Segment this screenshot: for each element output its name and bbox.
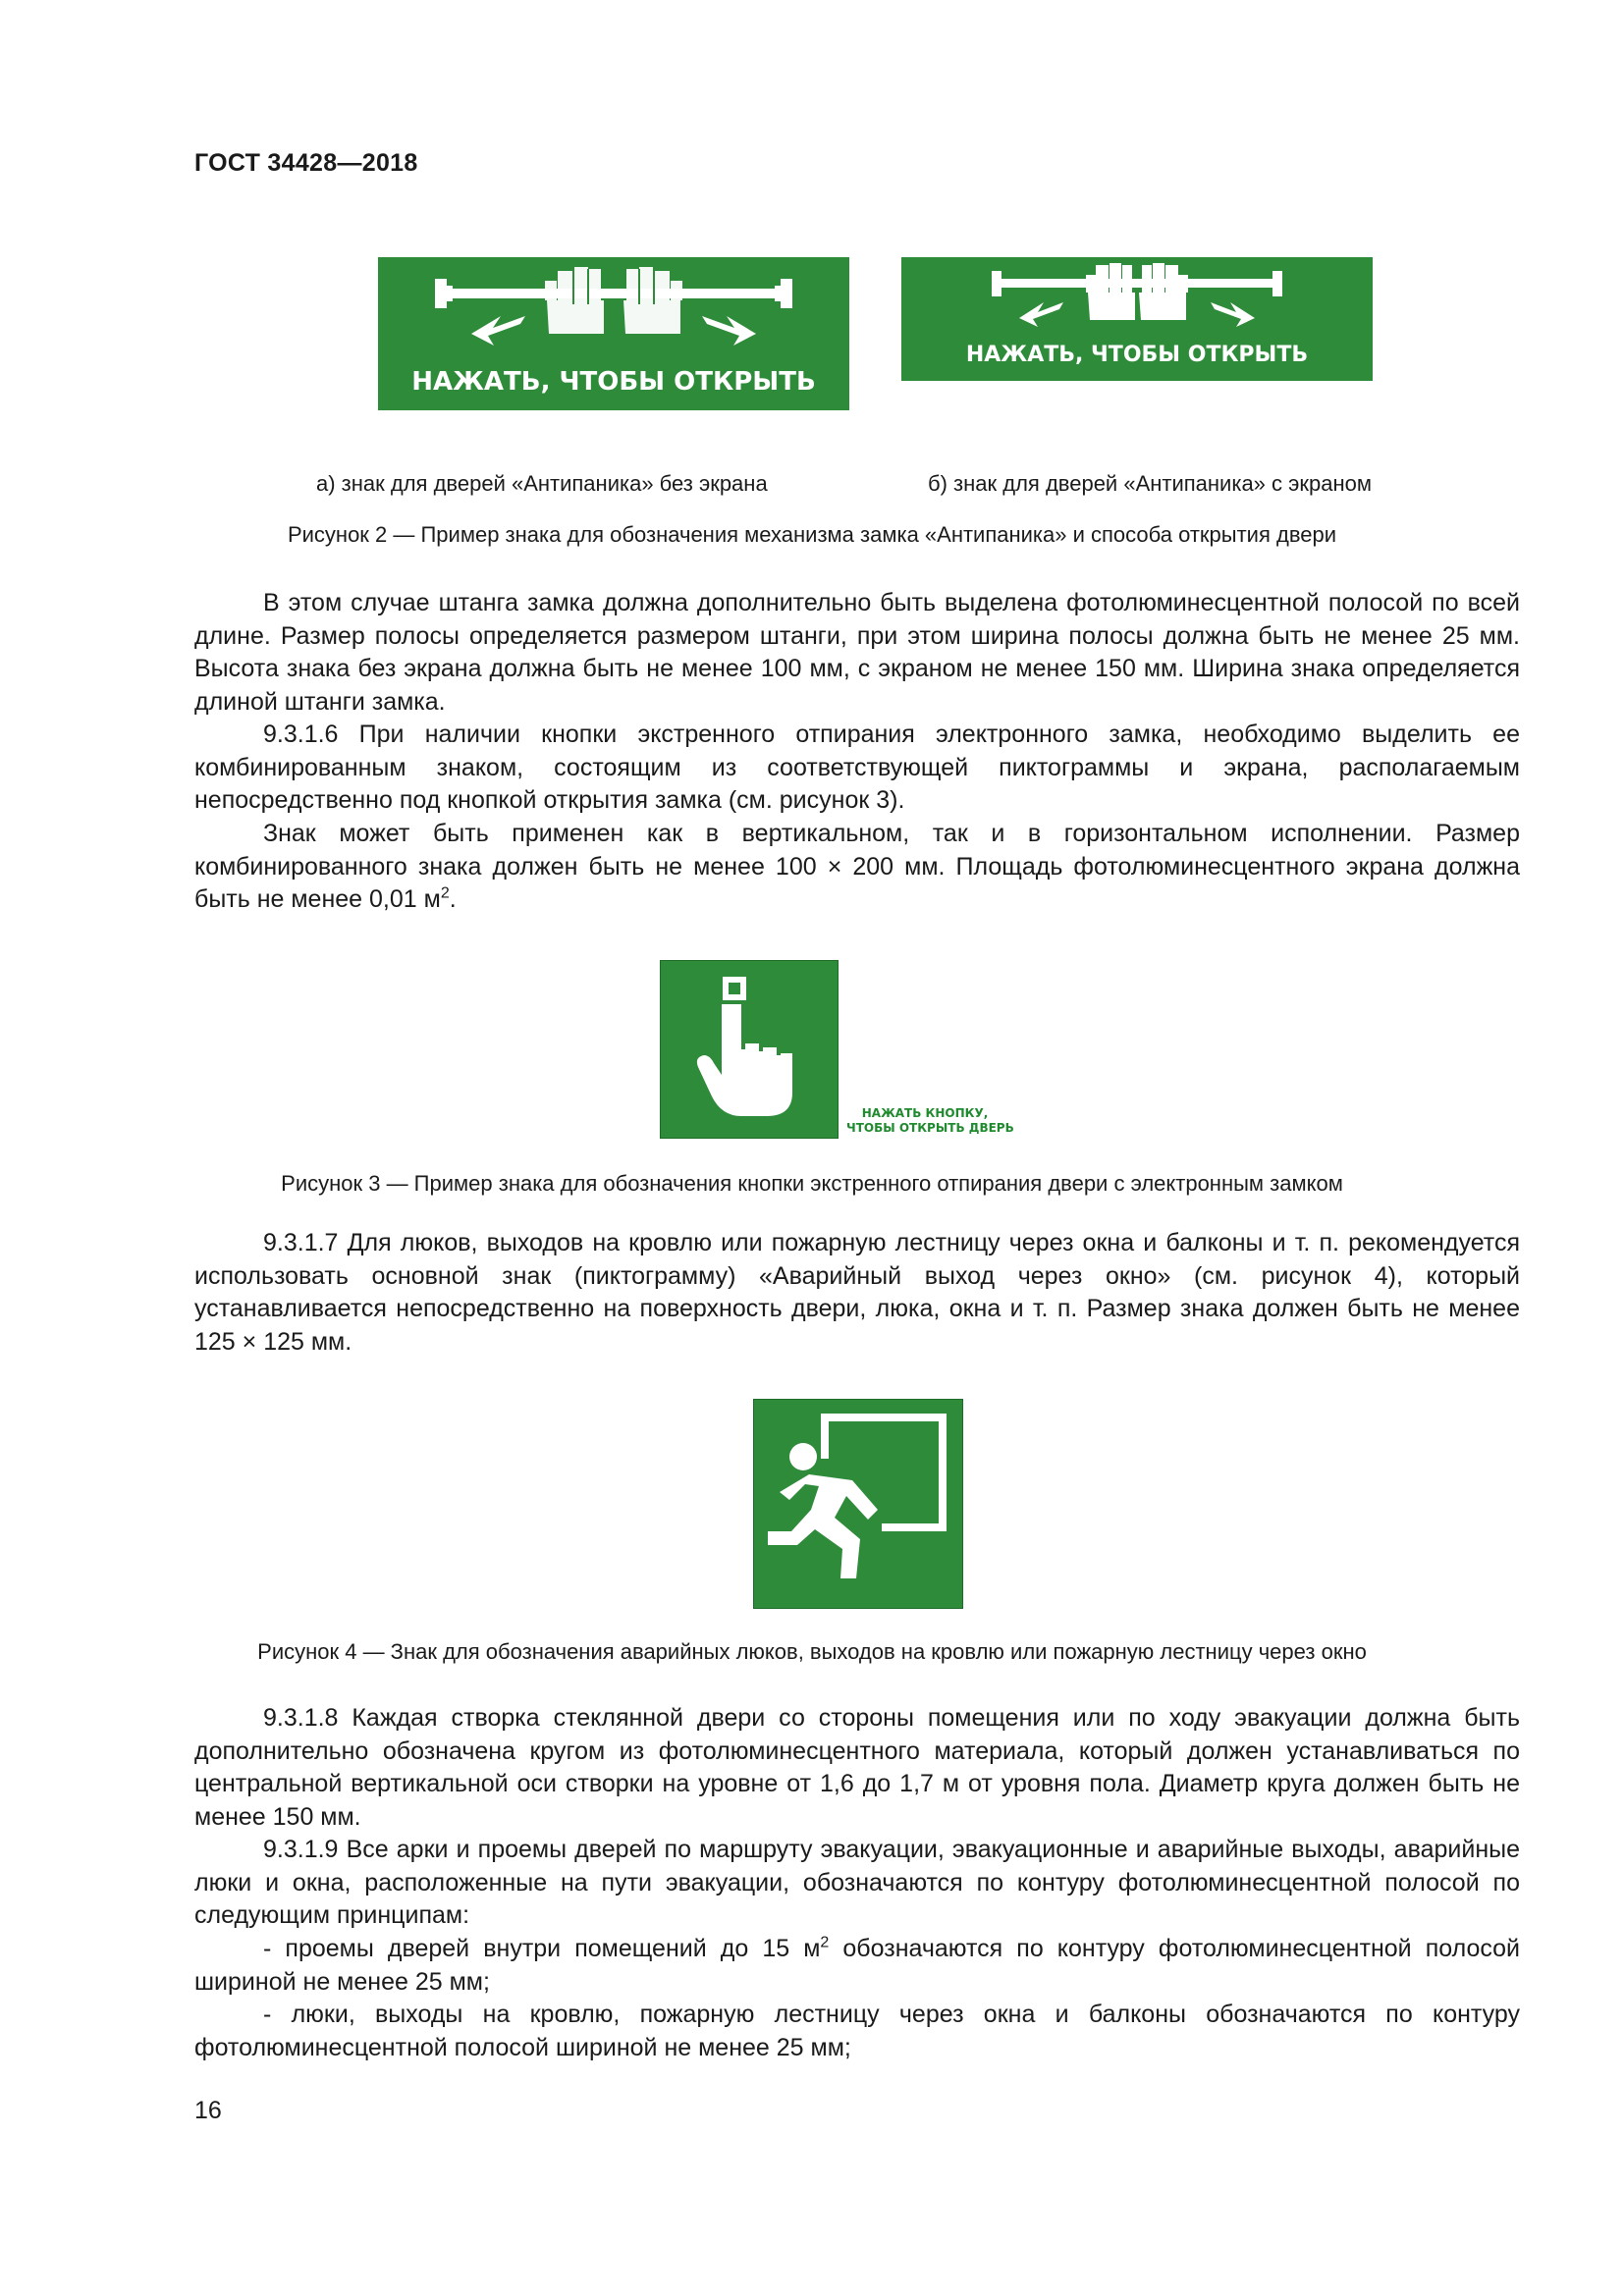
finger-press-button-icon xyxy=(661,961,838,1138)
antipanic-sign-with-screen xyxy=(901,257,1373,381)
running-man-window-icon xyxy=(754,1400,962,1608)
sign-caption-text: НАЖАТЬ, ЧТОБЫ ОТКРЫТЬ xyxy=(411,367,816,397)
antipanic-sign-without-screen xyxy=(378,257,849,410)
figure-4-caption: Рисунок 4 — Знак для обозначения аварийных люков, выходов на кровлю или пожарную лестницу через окно xyxy=(257,1639,1367,1664)
list-item-hatches: - люки, выходы на кровлю, пожарную лестницу через окна и балконы обозначаются по контуру фотолюминесцентной полосой шириной не менее 25 мм; xyxy=(194,2001,1520,2061)
paragraph-9-3-1-9: 9.3.1.9 Все арки и проемы дверей по маршруту эвакуации, эвакуационные и аварийные выходы, аварийные люки и окна, расположенные на пути эвакуации, обозначаются по контуру фотолюминесцентной полосой по следующим принципам: xyxy=(194,1836,1520,1929)
sign-caption-text: НАЖАТЬ, ЧТОБЫ ОТКРЫТЬ xyxy=(965,343,1309,367)
paragraph-9-3-1-6: 9.3.1.6 При наличии кнопки экстренного отпирания электронного замка, необходимо выделить ее комбинированным знаком, состоящим из соответствующей пиктограммы и экрана, располагаемым непосредственно под кнопкой открытия замка (см. рисунок 3). xyxy=(194,721,1520,814)
document-header: ГОСТ 34428—2018 xyxy=(194,149,418,177)
paragraph-sign-orientation: Знак может быть применен как в вертикальном, так и в горизонтальном исполнении. Размер комбинированного знака должен быть не менее 100 × 200 мм. Площадь фотолюминесцентного экрана должна быть не менее 0,01 $м^2$. xyxy=(194,820,1520,913)
emergency-window-exit-sign xyxy=(753,1399,963,1609)
screen-text-line-2: ЧТОБЫ ОТКРЫТЬ ДВЕРЬ xyxy=(846,1121,1014,1135)
figure-3-caption: Рисунок 3 — Пример знака для обозначения кнопки экстренного отпирания двери с электронным замком xyxy=(281,1171,1343,1196)
screen-text-line-1: НАЖАТЬ КНОПКУ, xyxy=(861,1106,989,1120)
subcaption-a: а) знак для дверей «Антипаника» без экрана xyxy=(316,471,768,496)
subcaption-b: б) знак для дверей «Антипаника» с экраном xyxy=(928,471,1372,496)
emergency-button-sign xyxy=(660,960,839,1139)
paragraph-bar-marking: В этом случае штанга замка должна дополнительно быть выделена фотолюминесцентной полосой по всей длине. Размер полосы определяется размером штанги, при этом ширина полосы должна быть не менее 25 мм. Высота знака без экрана должна быть не менее 100 мм, с экраном не менее 150 мм. Ширина знака определяется длиной штанги замка. xyxy=(194,589,1520,716)
page-number: 16 xyxy=(194,2097,222,2124)
list-item-door-openings: - проемы дверей внутри помещений до 15 $м^2$ обозначаются по контуру фотолюминесцентной полосой шириной не менее 25 мм; xyxy=(194,1934,1521,1996)
paragraph-9-3-1-8: 9.3.1.8 Каждая створка стеклянной двери со стороны помещения или по ходу эвакуации должна быть дополнительно обозначена кругом из фотолюминесцентного материала, который должен устанавливаться по центральной вертикальной оси створки на уровне от 1,6 до 1,7 м от уровня пола. Диаметр круга должен быть не менее 150 мм. xyxy=(194,1704,1520,1831)
screen-text xyxy=(846,1106,1014,1136)
figure-2-caption: Рисунок 2 — Пример знака для обозначения механизма замка «Антипаника» и способа открытия двери xyxy=(287,522,1337,547)
paragraph-9-3-1-7: 9.3.1.7 Для люков, выходов на кровлю или пожарную лестницу через окна и балконы и т. п. рекомендуется использовать основной знак (пиктограмму) «Аварийный выход через окно» (см. рисунок 4), который устанавливается непосредственно на поверхность двери, люка, окна и т. п. Размер знака должен быть не менее 125 × 125 мм. xyxy=(194,1229,1520,1356)
